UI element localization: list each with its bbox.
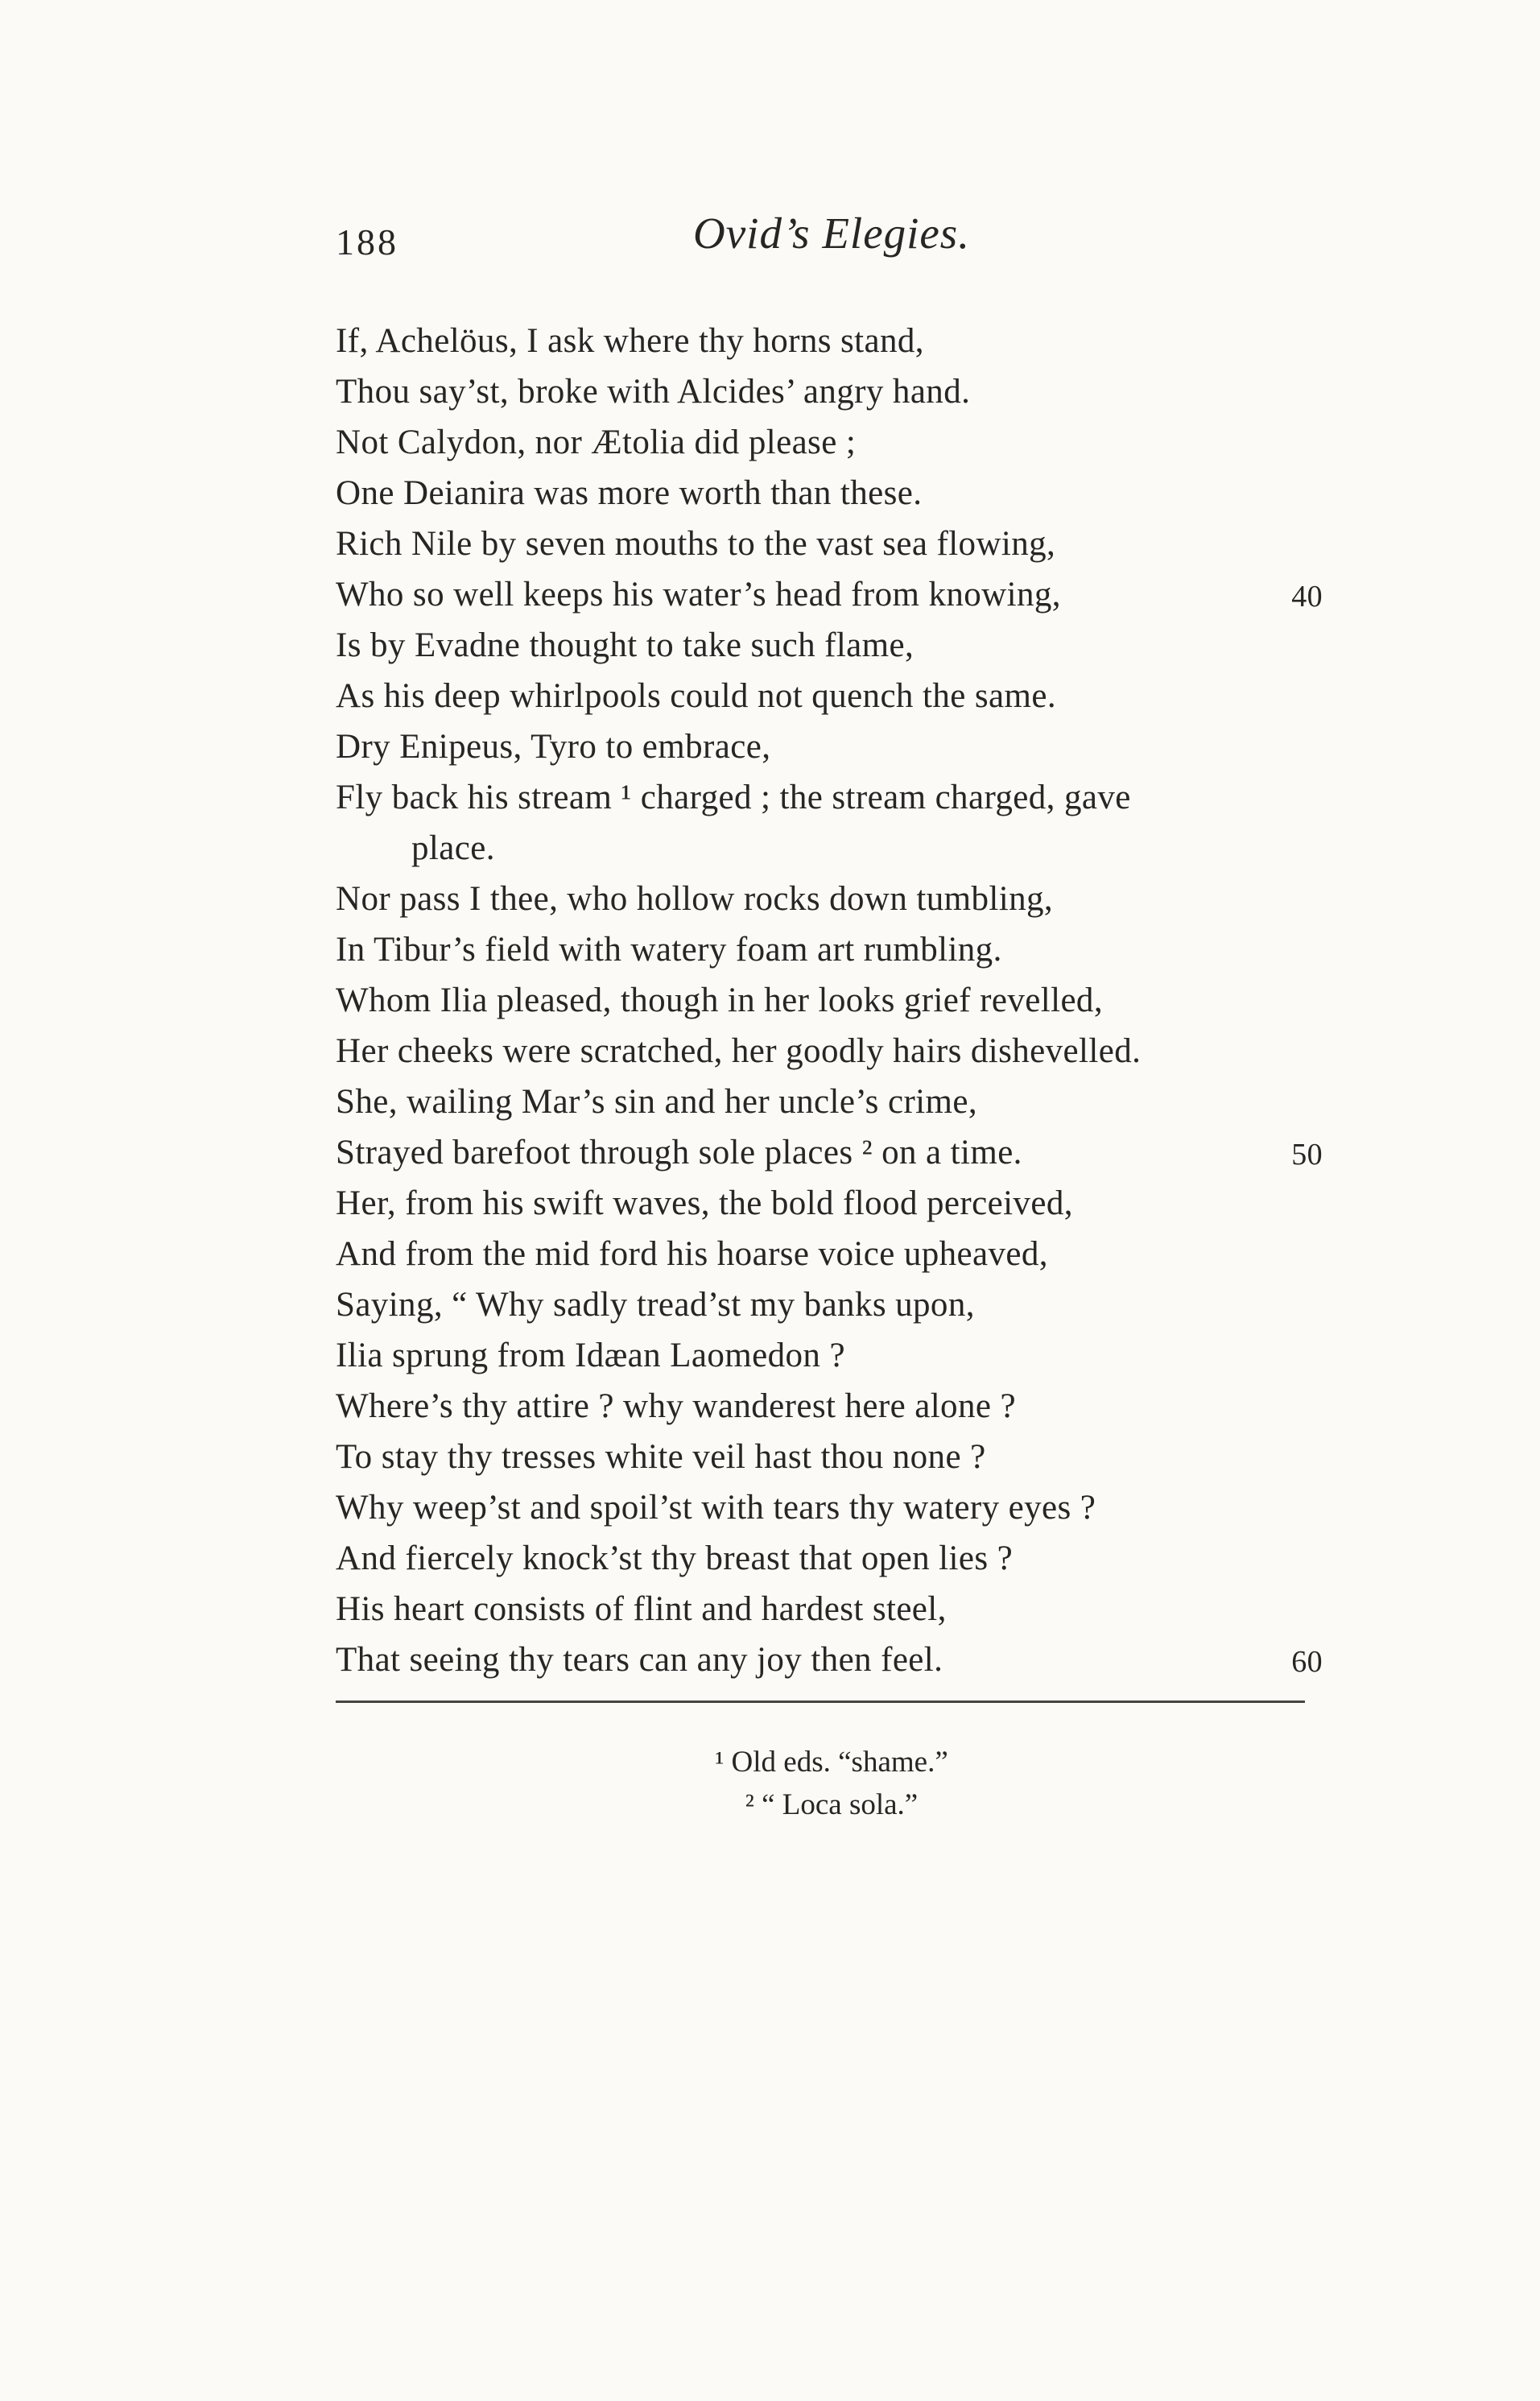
poem-line-text: In Tibur’s field with watery foam art rumbling. (336, 931, 1002, 969)
poem-line (336, 874, 1327, 924)
poem-line (336, 1482, 1327, 1533)
poem-line (336, 1026, 1327, 1077)
poem-line (336, 1279, 1327, 1330)
poem-line-text: Why weep’st and spoil’st with tears thy watery eyes ? (336, 1489, 1096, 1527)
footnote-divider (336, 1701, 1305, 1703)
poem-line-text: Fly back his stream ¹ charged ; the stream charged, gave (336, 779, 1131, 816)
poem-line (336, 468, 1327, 519)
poem-line-text: That seeing thy tears can any joy then feel. (336, 1641, 943, 1679)
poem-line (336, 1330, 1327, 1381)
poem-line-text: Is by Evadne thought to take such flame, (336, 626, 915, 664)
line-number: 60 (1291, 1645, 1323, 1679)
poem-line (336, 569, 1327, 620)
poem-line-text: And from the mid ford his hoarse voice upheaved, (336, 1235, 1048, 1273)
poem-line (336, 1634, 1327, 1685)
poem-line-text: Strayed barefoot through sole places ² on a time. (336, 1134, 1022, 1172)
poem-line-text: His heart consists of flint and hardest steel, (336, 1590, 947, 1628)
poem-line (336, 1077, 1327, 1127)
poem-line (336, 519, 1327, 569)
poem-line-text: And fiercely knock’st thy breast that open lies ? (336, 1539, 1014, 1577)
poem-line (336, 975, 1327, 1026)
poem-line-text: If, Achelöus, I ask where thy horns stand, (336, 322, 924, 360)
poem-line (336, 316, 1327, 366)
poem-line (336, 1229, 1327, 1279)
footnotes (336, 1741, 1327, 1826)
poem-line (336, 1381, 1327, 1432)
poem-line-text: Nor pass I thee, who hollow rocks down tumbling, (336, 880, 1054, 918)
poem-line (336, 417, 1327, 468)
poem-line-continuation (336, 823, 1327, 874)
poem-line-text: Whom Ilia pleased, though in her looks grief revelled, (336, 981, 1103, 1019)
poem-line-text: Saying, “ Why sadly tread’st my banks upon, (336, 1286, 975, 1324)
page-title: Ovid’s Elegies. (693, 209, 970, 258)
poem-line-text: Ilia sprung from Idæan Laomedon ? (336, 1337, 845, 1374)
footnote: ² “ Loca sola.” (745, 1788, 919, 1821)
poem-line (336, 671, 1327, 721)
poem-body (336, 316, 1327, 1685)
line-number: 40 (1291, 580, 1323, 614)
poem-line-text: Not Calydon, nor Ætolia did please ; (336, 424, 857, 461)
poem-line-text: She, wailing Mar’s sin and her uncle’s crime, (336, 1083, 977, 1121)
poem-line-text: As his deep whirlpools could not quench the same. (336, 677, 1056, 715)
poem-line (336, 1178, 1327, 1229)
poem-line-text: place. (411, 829, 495, 867)
poem-line (336, 1127, 1327, 1178)
footnote: ¹ Old eds. “shame.” (715, 1746, 948, 1779)
poem-line-text: Rich Nile by seven mouths to the vast sea flowing, (336, 525, 1056, 563)
poem-line (336, 620, 1327, 671)
poem-line-text: Her cheeks were scratched, her goodly hairs dishevelled. (336, 1032, 1142, 1070)
poem-line (336, 1584, 1327, 1634)
poem-line (336, 772, 1327, 823)
page-header (336, 208, 1327, 272)
poem-line (336, 1432, 1327, 1482)
page-number: 188 (336, 221, 398, 262)
poem-line-text: Thou say’st, broke with Alcides’ angry hand. (336, 373, 971, 411)
poem-line-text: Where’s thy attire ? why wanderest here alone ? (336, 1387, 1016, 1425)
poem-line (336, 721, 1327, 772)
poem-line (336, 1533, 1327, 1584)
poem-line-text: To stay thy tresses white veil hast thou none ? (336, 1438, 986, 1476)
poem-line-text: Who so well keeps his water’s head from knowing, (336, 576, 1061, 614)
poem-line-text: Her, from his swift waves, the bold flood perceived, (336, 1184, 1073, 1222)
line-number: 50 (1291, 1138, 1323, 1172)
poem-line (336, 366, 1327, 417)
poem-line-text: Dry Enipeus, Tyro to embrace, (336, 728, 771, 766)
poem-line-text: One Deianira was more worth than these. (336, 474, 923, 512)
poem-line (336, 924, 1327, 975)
